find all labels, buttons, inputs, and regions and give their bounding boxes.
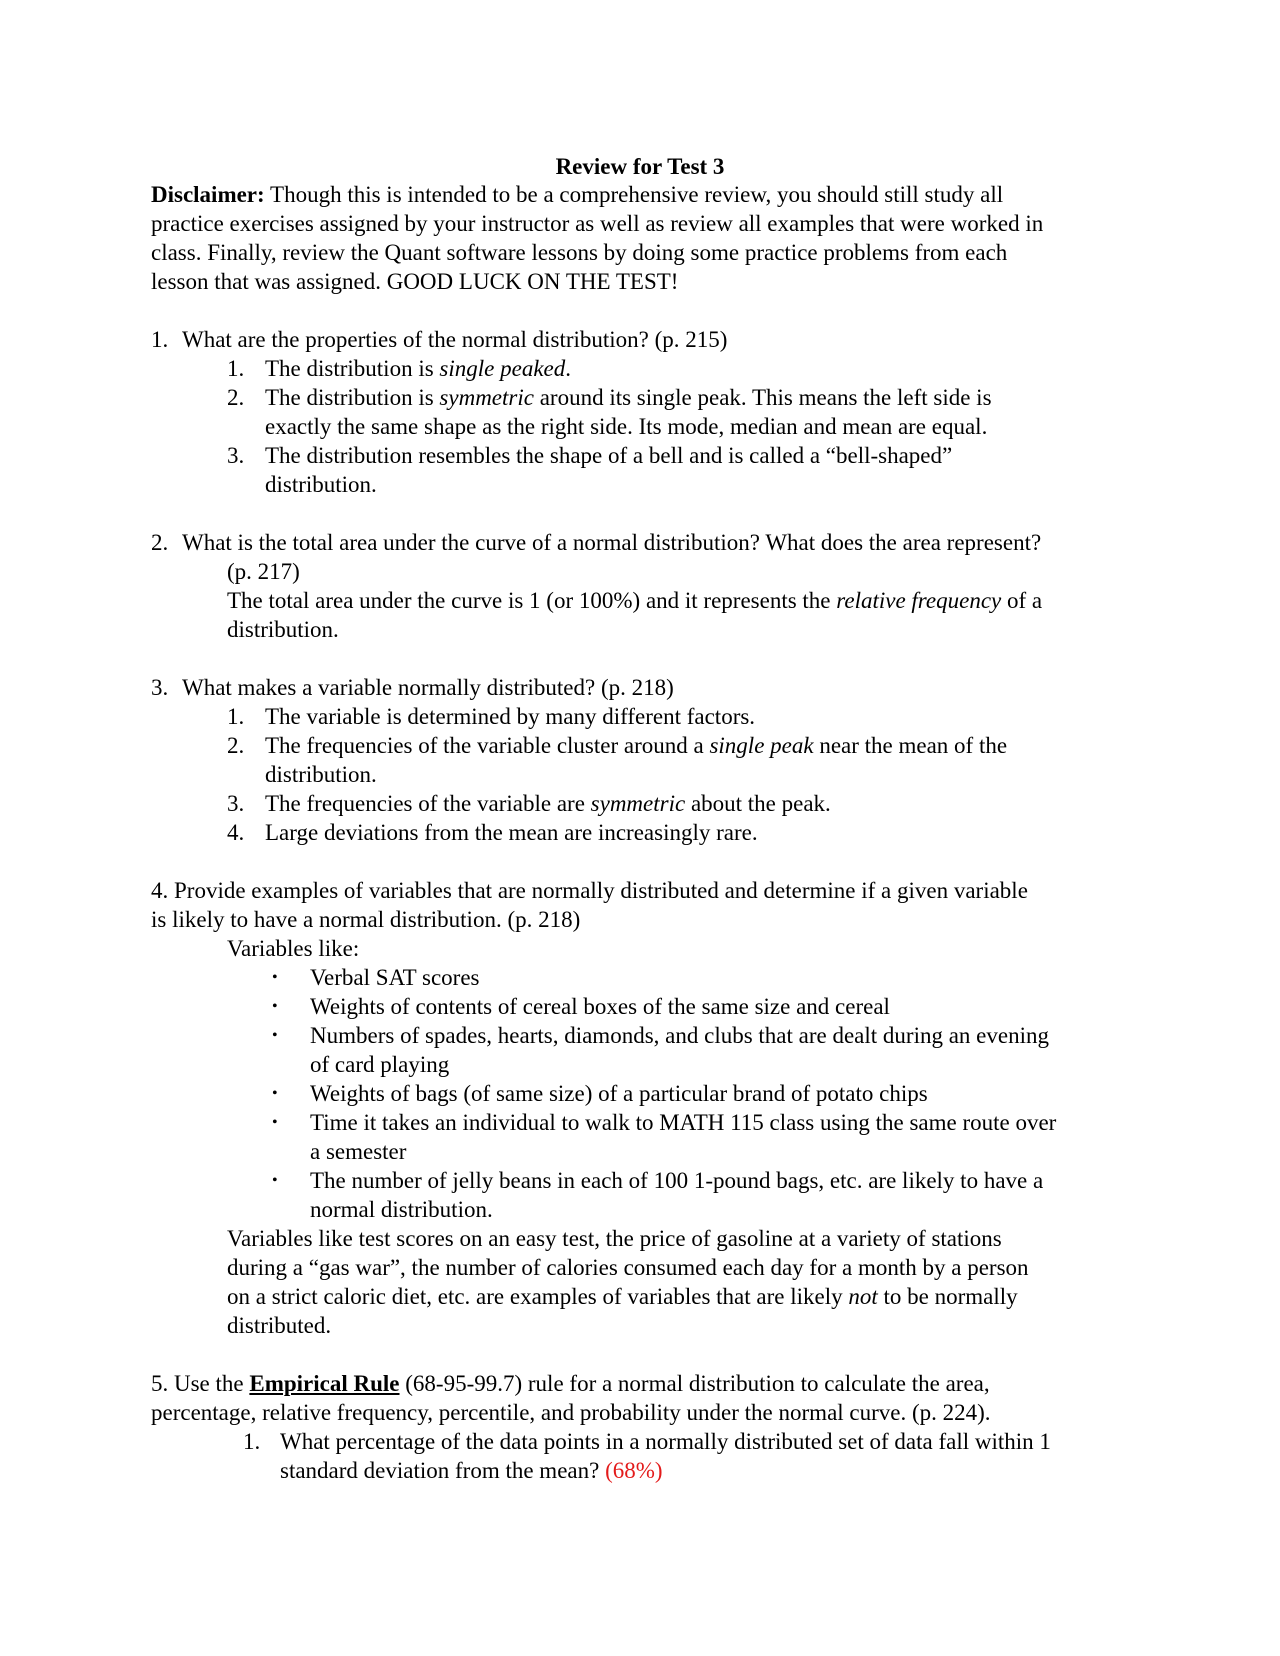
variables-intro: Variables like:	[227, 936, 360, 961]
list-number: 1.	[227, 356, 245, 381]
question-2-number: 2.	[151, 530, 169, 555]
question-4-text: 4. Provide examples of variables that are normally distributed and determine if a given variable	[151, 878, 1028, 903]
disclaimer-line: class. Finally, review the Quant software lessons by doing some practice problems from each	[151, 240, 1008, 265]
list-item-continuation: exactly the same shape as the right side. Its mode, median and mean are equal.	[265, 414, 988, 439]
bullet-icon: •	[272, 1172, 278, 1189]
question-1-text: What are the properties of the normal distribution? (p. 215)	[182, 327, 728, 352]
list-number: 1.	[243, 1429, 261, 1454]
page-title: Review for Test 3	[555, 154, 725, 179]
bullet-item: Verbal SAT scores	[310, 965, 480, 990]
bullet-item: Weights of bags (of same size) of a particular brand of potato chips	[310, 1081, 928, 1106]
bullet-icon: •	[272, 998, 278, 1015]
bullet-item: Weights of contents of cereal boxes of the same size and cereal	[310, 994, 890, 1019]
bullet-item: The number of jelly beans in each of 100 1-pound bags, etc. are likely to have a	[310, 1168, 1044, 1193]
not-normal-paragraph: on a strict caloric diet, etc. are examples of variables that are likely not to be normally	[227, 1284, 1018, 1309]
disclaimer-label: Disclaimer:	[151, 182, 265, 207]
empirical-rule-term: Empirical Rule	[249, 1371, 400, 1396]
list-number: 2.	[227, 385, 245, 410]
bullet-item-continuation: normal distribution.	[310, 1197, 493, 1222]
list-item: The variable is determined by many different factors.	[265, 704, 756, 729]
list-item-continuation: standard deviation from the mean? (68%)	[280, 1458, 663, 1483]
list-number: 2.	[227, 733, 245, 758]
question-4-text: is likely to have a normal distribution. (p. 218)	[151, 907, 581, 932]
answer-highlight: (68%)	[605, 1458, 663, 1483]
bullet-icon: •	[272, 1085, 278, 1102]
answer-line: distribution.	[227, 617, 339, 642]
list-number: 3.	[227, 791, 245, 816]
list-number: 1.	[227, 704, 245, 729]
list-item-continuation: distribution.	[265, 472, 377, 497]
question-3-number: 3.	[151, 675, 169, 700]
list-item: The distribution is single peaked.	[265, 356, 571, 381]
question-2-text: What is the total area under the curve of a normal distribution? What does the area represent?	[182, 530, 1042, 555]
not-normal-paragraph: Variables like test scores on an easy test, the price of gasoline at a variety of stations	[227, 1226, 1002, 1251]
list-item: The distribution is symmetric around its single peak. This means the left side is	[265, 385, 992, 410]
list-item: What percentage of the data points in a normally distributed set of data fall within 1	[280, 1429, 1051, 1454]
bullet-icon: •	[272, 1027, 278, 1044]
list-item: Large deviations from the mean are increasingly rare.	[265, 820, 758, 845]
list-item-continuation: distribution.	[265, 762, 377, 787]
bullet-item: Numbers of spades, hearts, diamonds, and clubs that are dealt during an evening	[310, 1023, 1049, 1048]
disclaimer-text: Though this is intended to be a comprehensive review, you should still study all	[264, 182, 1004, 207]
not-normal-paragraph: distributed.	[227, 1313, 332, 1338]
question-5-text: 5. Use the Empirical Rule (68-95-99.7) rule for a normal distribution to calculate the area,	[151, 1371, 990, 1396]
bullet-icon: •	[272, 969, 278, 986]
list-number: 4.	[227, 820, 245, 845]
disclaimer-line: practice exercises assigned by your instructor as well as review all examples that were worked in	[151, 211, 1044, 236]
bullet-item-continuation: a semester	[310, 1139, 407, 1164]
bullet-item-continuation: of card playing	[310, 1052, 450, 1077]
question-1-number: 1.	[151, 327, 169, 352]
list-number: 3.	[227, 443, 245, 468]
answer-line: The total area under the curve is 1 (or 100%) and it represents the relative frequency of a	[227, 588, 1043, 613]
list-item: The frequencies of the variable cluster around a single peak near the mean of the	[265, 733, 1008, 758]
list-item: The frequencies of the variable are symmetric about the peak.	[265, 791, 831, 816]
disclaimer-line	[151, 180, 1003, 209]
question-5-text: percentage, relative frequency, percentile, and probability under the normal curve. (p. 224).	[151, 1400, 991, 1425]
not-normal-paragraph: during a “gas war”, the number of calories consumed each day for a month by a person	[227, 1255, 1029, 1280]
question-3-text: What makes a variable normally distributed? (p. 218)	[182, 675, 674, 700]
list-item: The distribution resembles the shape of a bell and is called a “bell-shaped”	[265, 443, 953, 468]
bullet-item: Time it takes an individual to walk to MATH 115 class using the same route over	[310, 1110, 1057, 1135]
question-2-page-ref: (p. 217)	[227, 559, 300, 584]
bullet-icon: •	[272, 1114, 278, 1131]
disclaimer-line: lesson that was assigned. GOOD LUCK ON THE TEST!	[151, 269, 679, 294]
